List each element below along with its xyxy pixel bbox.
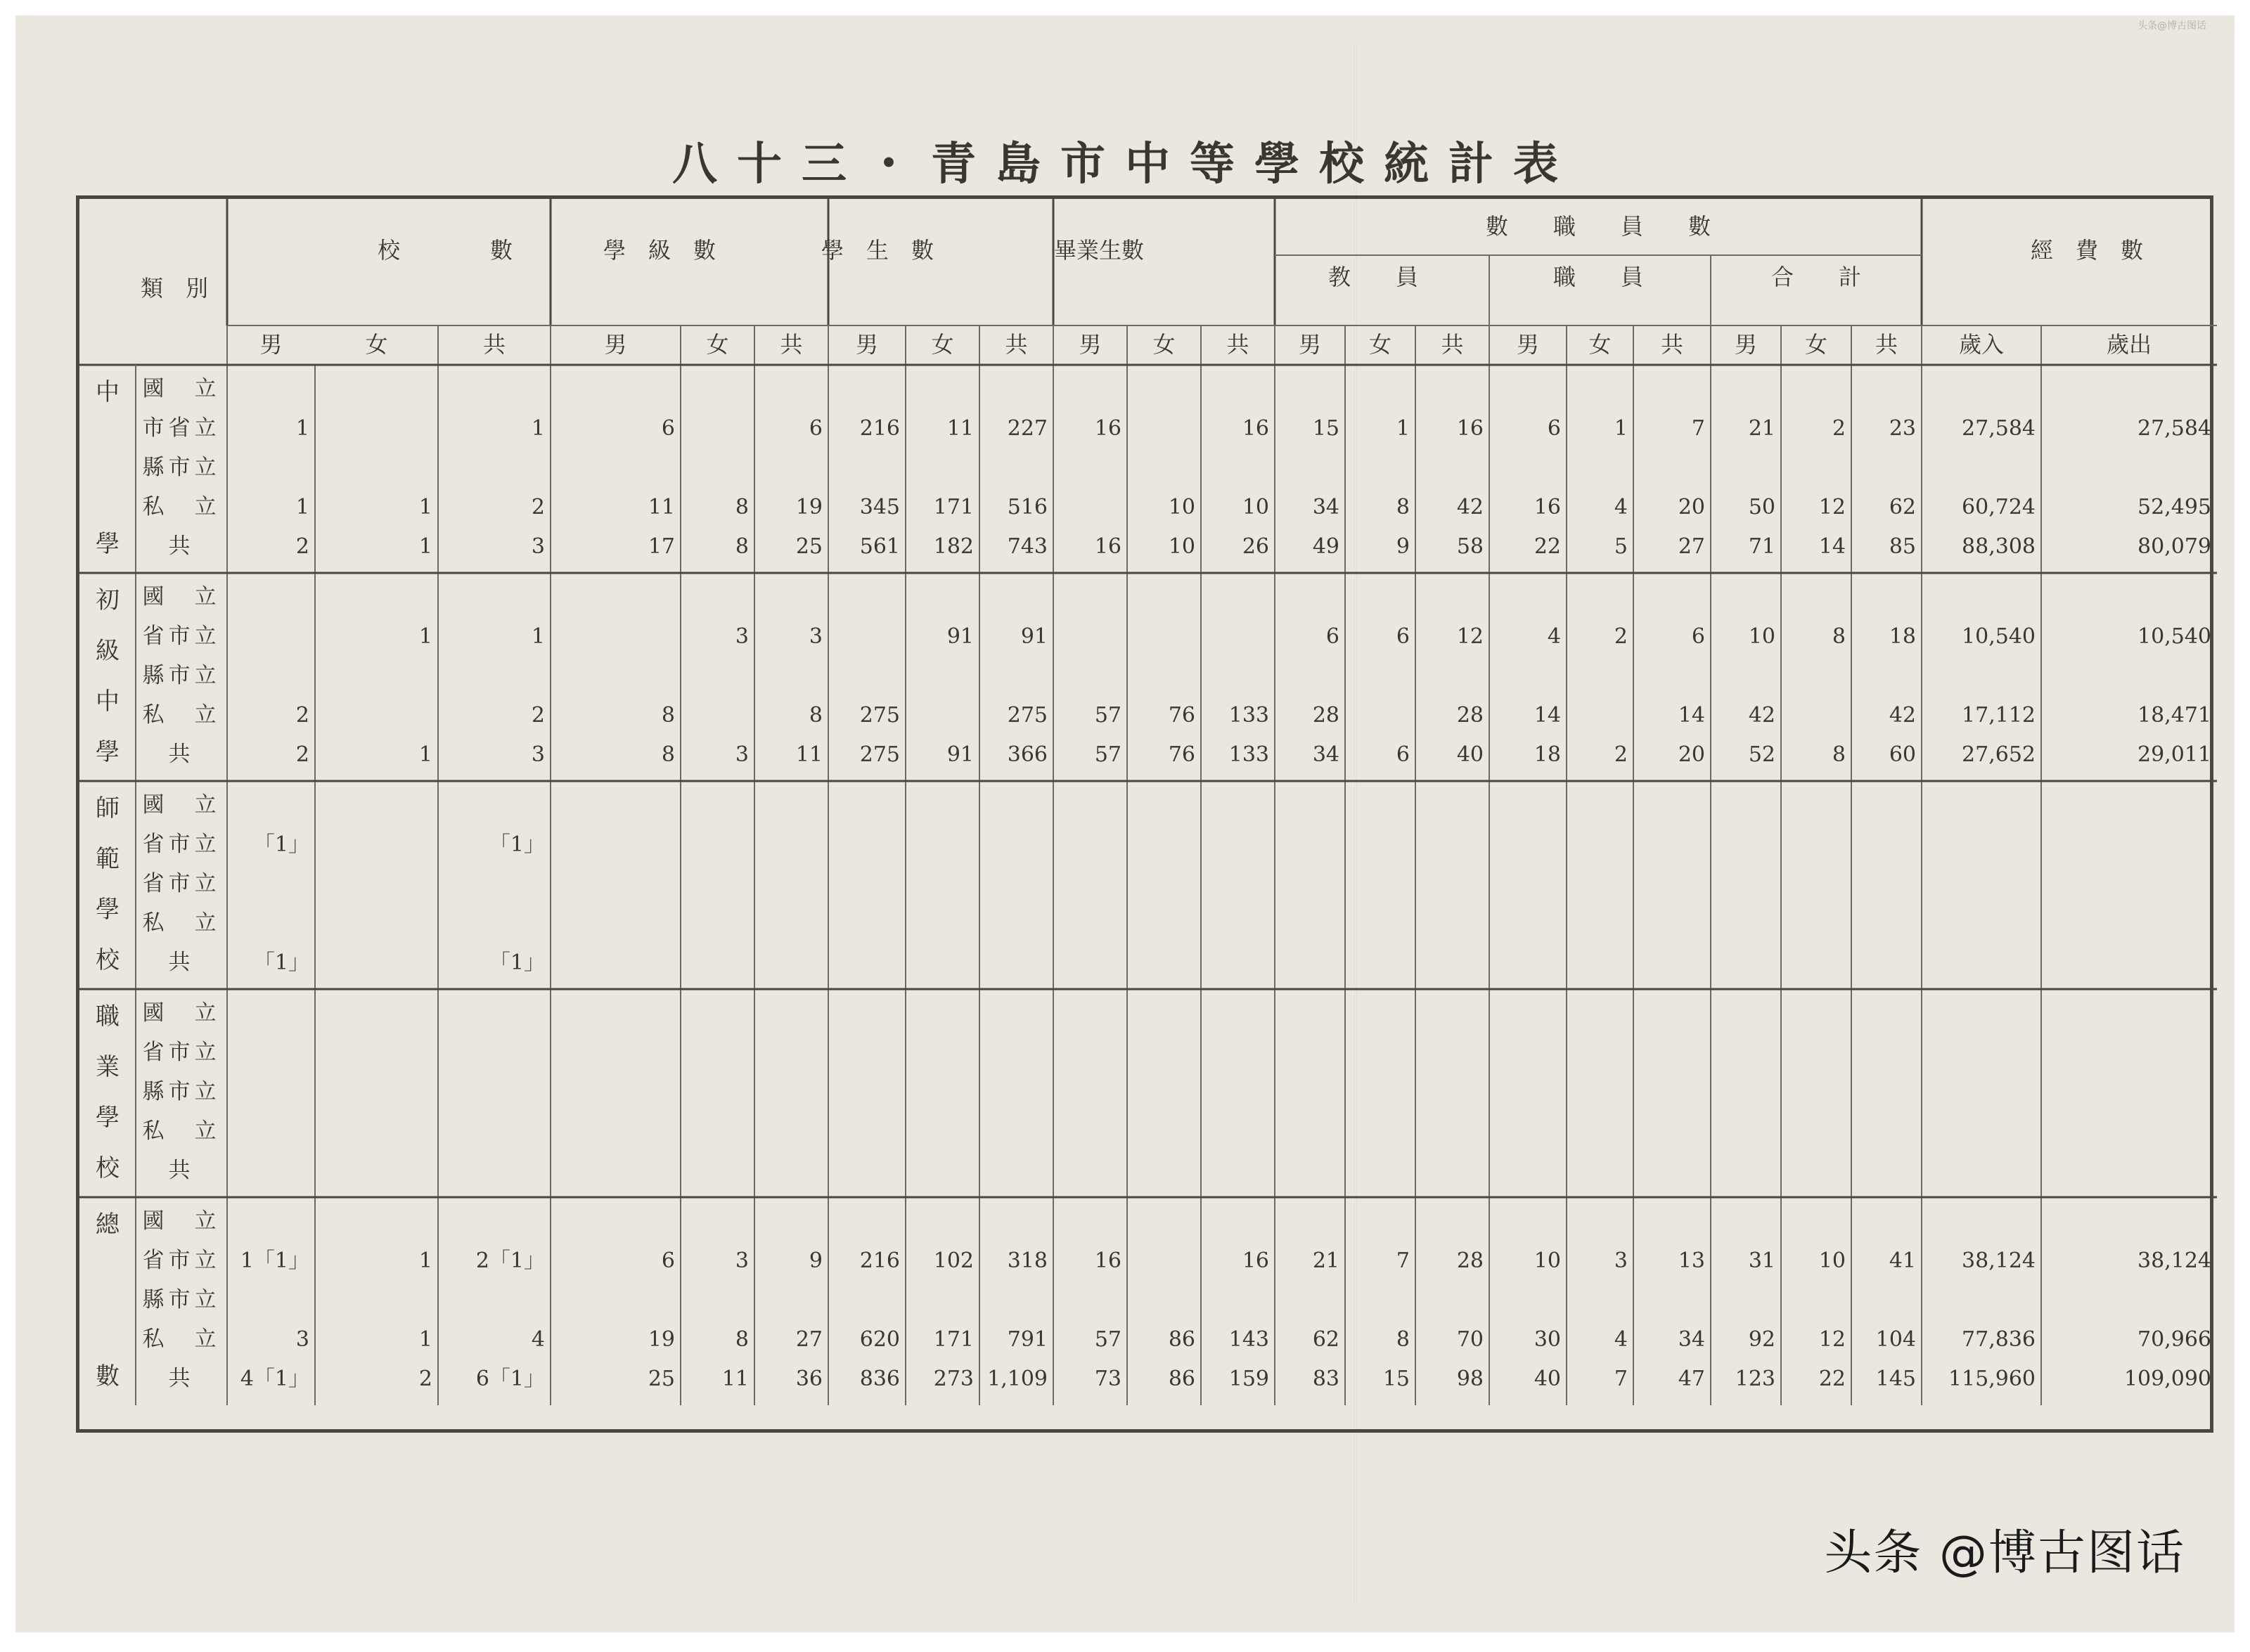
table-cell: 83 <box>1312 1367 1339 1391</box>
table-cell: 76 <box>1168 742 1195 767</box>
group-name-char: 學 <box>96 530 120 558</box>
table-cell: 10 <box>1534 1248 1561 1273</box>
table-cell: 273 <box>933 1367 974 1391</box>
table-cell: 57 <box>1094 703 1121 728</box>
table-cell: 3 <box>1614 1248 1628 1273</box>
row-label: 共 <box>168 1366 195 1391</box>
table-cell: 25 <box>648 1367 675 1391</box>
table-cell: 8 <box>1832 624 1846 649</box>
table-cell: 16 <box>1242 1248 1269 1273</box>
table-cell: 80,079 <box>2138 534 2211 559</box>
table-cell: 21 <box>1748 416 1775 441</box>
table-cell: 4 <box>1614 1327 1628 1352</box>
sub-header-male: 男 <box>1734 331 1758 358</box>
table-cell: 3 <box>295 1327 309 1352</box>
table-cell: 1 <box>418 742 432 767</box>
table-cell: 85 <box>1889 534 1916 559</box>
table-cell: 91 <box>946 742 974 767</box>
table-cell: 10,540 <box>1962 624 2036 649</box>
table-cell: 12 <box>1818 495 1846 520</box>
table-cell: 11 <box>946 416 974 441</box>
table-cell: 34 <box>1312 495 1339 520</box>
table-cell: 76 <box>1168 703 1195 728</box>
table-cell: 10 <box>1168 534 1195 559</box>
table-cell: 1 <box>295 416 309 441</box>
table-cell: 3 <box>809 624 823 649</box>
table-cell: 28 <box>1456 703 1484 728</box>
document-page <box>15 15 2235 1632</box>
group-name-char: 學 <box>96 738 120 766</box>
table-cell: 318 <box>1007 1248 1048 1273</box>
table-cell: 27 <box>795 1327 823 1352</box>
sub-header-female: 女 <box>1588 331 1612 358</box>
column-sub-headers <box>259 331 2152 358</box>
page-title: 八十三・青島市中等學校統計表 <box>672 138 1578 191</box>
table-cell: 「1」 <box>253 832 309 857</box>
group-name-char: 業 <box>96 1053 120 1081</box>
table-cell: 18 <box>1889 624 1916 649</box>
table-cell: 227 <box>1007 416 1048 441</box>
table-cell: 3 <box>735 624 749 649</box>
sub-header-male: 男 <box>855 331 879 358</box>
table-cell: 14 <box>1818 534 1846 559</box>
sub-header-total: 共 <box>780 331 803 358</box>
row-label: 國 立 <box>142 376 221 401</box>
row-label: 省市立 <box>142 1248 221 1273</box>
table-cell: 2 <box>295 703 309 728</box>
table-cell: 98 <box>1456 1367 1484 1391</box>
table-cell: 171 <box>933 495 974 520</box>
table-cell: 6 <box>1396 742 1410 767</box>
sub-header-male: 男 <box>604 331 627 358</box>
table-body <box>96 376 2211 1391</box>
table-cell: 14 <box>1534 703 1561 728</box>
table-cell: 4 <box>1614 495 1628 520</box>
table-cell: 21 <box>1312 1248 1339 1273</box>
table-cell: 38,124 <box>1962 1248 2036 1273</box>
table-cell: 6 <box>661 1248 675 1273</box>
table-cell: 2 <box>418 1367 432 1391</box>
table-cell: 836 <box>859 1367 900 1391</box>
table-cell: 8 <box>735 534 749 559</box>
table-cell: 17,112 <box>1962 703 2036 728</box>
watermark-text: 头条 @博古图话 <box>1824 1525 2185 1581</box>
table-cell: 42 <box>1748 703 1775 728</box>
row-label: 縣市立 <box>142 455 221 480</box>
row-label: 私 立 <box>142 1327 221 1352</box>
table-cell: 18 <box>1534 742 1561 767</box>
row-label: 市省立 <box>142 415 221 441</box>
table-cell: 2 <box>1832 416 1846 441</box>
table-cell: 1 <box>418 624 432 649</box>
table-cell: 34 <box>1312 742 1339 767</box>
table-cell: 34 <box>1678 1327 1705 1352</box>
table-cell: 「1」 <box>489 832 545 857</box>
header-staff-total: 合 計 <box>1770 264 1862 290</box>
table-cell: 133 <box>1228 703 1269 728</box>
sub-header-female: 女 <box>931 331 954 358</box>
table-cell: 345 <box>859 495 900 520</box>
group-name-char: 校 <box>96 946 120 974</box>
table-cell: 123 <box>1735 1367 1775 1391</box>
table-cell: 62 <box>1889 495 1916 520</box>
table-cell: 49 <box>1312 534 1339 559</box>
header-expenses: 經 費 數 <box>2030 237 2144 264</box>
table-cell: 6 <box>1691 624 1705 649</box>
sub-header-expenditure: 歲出 <box>2106 331 2152 358</box>
table-cell: 16 <box>1094 416 1121 441</box>
table-cell: 42 <box>1456 495 1484 520</box>
table-cell: 10 <box>1168 495 1195 520</box>
table-cell: 「1」 <box>489 950 545 975</box>
group-name-char: 範 <box>96 845 120 873</box>
table-cell: 561 <box>859 534 900 559</box>
table-cell: 86 <box>1168 1367 1195 1391</box>
table-cell: 6 <box>1325 624 1339 649</box>
header-graduates: 畢業生數 <box>1053 237 1145 264</box>
table-cell: 743 <box>1007 534 1048 559</box>
row-label: 縣市立 <box>142 663 221 688</box>
table-cell: 14 <box>1678 703 1705 728</box>
sub-header-female: 女 <box>1804 331 1828 358</box>
table-cell: 104 <box>1875 1327 1916 1352</box>
row-label: 私 立 <box>142 702 221 728</box>
group-name-char: 學 <box>96 896 120 924</box>
sub-header-male: 男 <box>1298 331 1322 358</box>
statistics-table <box>76 195 2213 1433</box>
table-cell: 38,124 <box>2138 1248 2211 1273</box>
sub-header-total: 共 <box>482 331 506 358</box>
table-grid-lines <box>79 199 2217 1405</box>
table-cell: 791 <box>1007 1327 1048 1352</box>
table-cell: 26 <box>1242 534 1269 559</box>
group-name-char: 總 <box>96 1211 120 1239</box>
table-cell: 47 <box>1678 1367 1705 1391</box>
table-cell: 3 <box>531 742 545 767</box>
table-cell: 20 <box>1678 742 1705 767</box>
table-cell: 17 <box>648 534 675 559</box>
table-cell: 42 <box>1889 703 1916 728</box>
table-cell: 62 <box>1312 1327 1339 1352</box>
row-label: 省市立 <box>142 832 221 857</box>
table-cell: 8 <box>661 703 675 728</box>
row-label: 共 <box>168 742 195 767</box>
table-cell: 70,966 <box>2138 1327 2211 1352</box>
header-category: 類 別 <box>140 275 209 302</box>
group-name-char: 中 <box>96 688 120 716</box>
table-cell: 16 <box>1094 1248 1121 1273</box>
table-cell: 92 <box>1748 1327 1775 1352</box>
row-label: 省市立 <box>142 624 221 649</box>
table-cell: 109,090 <box>2123 1367 2211 1391</box>
table-cell: 10,540 <box>2138 624 2211 649</box>
table-cell: 88,308 <box>1962 534 2036 559</box>
table-cell: 71 <box>1748 534 1775 559</box>
table-cell: 4 <box>531 1327 545 1352</box>
table-cell: 18,471 <box>2138 703 2211 728</box>
table-cell: 216 <box>859 416 900 441</box>
table-cell: 2 <box>531 703 545 728</box>
row-label: 國 立 <box>142 792 221 818</box>
table-cell: 16 <box>1534 495 1561 520</box>
table-cell: 52 <box>1748 742 1775 767</box>
table-cell: 16 <box>1094 534 1121 559</box>
table-cell: 2 <box>295 742 309 767</box>
table-cell: 2 <box>1614 742 1628 767</box>
table-cell: 143 <box>1228 1327 1269 1352</box>
sub-header-total: 共 <box>1441 331 1464 358</box>
table-cell: 4「1」 <box>240 1367 309 1391</box>
table-cell: 11 <box>795 742 823 767</box>
row-label: 私 立 <box>142 494 221 520</box>
table-cell: 「1」 <box>253 950 309 975</box>
table-cell: 182 <box>933 534 974 559</box>
table-cell: 1 <box>1396 416 1410 441</box>
table-cell: 8 <box>735 495 749 520</box>
group-name-char: 中 <box>96 378 120 406</box>
table-cell: 9 <box>809 1248 823 1273</box>
sub-header-female: 女 <box>365 331 388 358</box>
table-cell: 1「1」 <box>240 1248 309 1273</box>
table-cell: 16 <box>1456 416 1484 441</box>
table-cell: 9 <box>1396 534 1410 559</box>
row-label: 國 立 <box>142 1208 221 1234</box>
header-students: 學 生 數 <box>821 237 934 264</box>
table-cell: 6 <box>661 416 675 441</box>
table-cell: 5 <box>1614 534 1628 559</box>
table-cell: 3 <box>735 1248 749 1273</box>
group-name-char: 級 <box>96 637 120 665</box>
table-cell: 8 <box>1832 742 1846 767</box>
statistics-table-grid <box>79 199 2217 1436</box>
table-cell: 91 <box>946 624 974 649</box>
row-label: 私 立 <box>142 1118 221 1144</box>
table-cell: 1 <box>295 495 309 520</box>
table-cell: 29,011 <box>2138 742 2211 767</box>
table-cell: 19 <box>795 495 823 520</box>
sub-header-female: 女 <box>706 331 729 358</box>
table-cell: 8 <box>1396 495 1410 520</box>
table-cell: 10 <box>1242 495 1269 520</box>
table-cell: 19 <box>648 1327 675 1352</box>
table-cell: 6 <box>1396 624 1410 649</box>
table-cell: 73 <box>1094 1367 1121 1391</box>
row-label: 國 立 <box>142 584 221 609</box>
table-cell: 1 <box>1614 416 1628 441</box>
table-cell: 58 <box>1456 534 1484 559</box>
table-cell: 15 <box>1312 416 1339 441</box>
row-label: 國 立 <box>142 1000 221 1026</box>
table-cell: 8 <box>809 703 823 728</box>
table-cell: 1 <box>531 416 545 441</box>
table-cell: 1,109 <box>987 1367 1048 1391</box>
group-name-char: 數 <box>96 1362 120 1390</box>
table-cell: 620 <box>859 1327 900 1352</box>
table-cell: 15 <box>1382 1367 1410 1391</box>
table-cell: 40 <box>1456 742 1484 767</box>
table-cell: 275 <box>859 742 900 767</box>
sub-header-total: 共 <box>1875 331 1898 358</box>
table-cell: 1 <box>418 534 432 559</box>
table-cell: 7 <box>1614 1367 1628 1391</box>
table-cell: 115,960 <box>1948 1367 2036 1391</box>
group-name-char: 師 <box>96 794 120 822</box>
table-cell: 102 <box>933 1248 974 1273</box>
table-cell: 3 <box>735 742 749 767</box>
table-cell: 216 <box>859 1248 900 1273</box>
table-cell: 13 <box>1678 1248 1705 1273</box>
sub-header-male: 男 <box>1079 331 1102 358</box>
row-label: 省市立 <box>142 871 221 896</box>
group-name-char: 學 <box>96 1104 120 1132</box>
table-cell: 22 <box>1818 1367 1846 1391</box>
row-label: 共 <box>168 1158 195 1183</box>
table-cell: 41 <box>1889 1248 1916 1273</box>
table-cell: 60,724 <box>1962 495 2036 520</box>
table-cell: 366 <box>1007 742 1048 767</box>
sub-header-total: 共 <box>1660 331 1684 358</box>
header-teachers: 教 員 <box>1328 264 1419 290</box>
table-cell: 27,584 <box>1962 416 2036 441</box>
sub-header-female: 女 <box>1152 331 1176 358</box>
group-name-char: 校 <box>96 1154 120 1182</box>
table-cell: 4 <box>1547 624 1561 649</box>
table-cell: 7 <box>1396 1248 1410 1273</box>
table-cell: 27 <box>1678 534 1705 559</box>
header-clerks: 職 員 <box>1552 264 1644 290</box>
table-cell: 6 <box>1547 416 1561 441</box>
table-cell: 133 <box>1228 742 1269 767</box>
sub-header-female: 女 <box>1368 331 1392 358</box>
table-cell: 11 <box>721 1367 749 1391</box>
header-schools: 校 數 <box>377 237 513 264</box>
corner-mark: 头条@博古图话 <box>2138 20 2206 32</box>
table-cell: 23 <box>1889 416 1916 441</box>
table-cell: 57 <box>1094 1327 1121 1352</box>
table-cell: 159 <box>1228 1367 1269 1391</box>
table-cell: 91 <box>1020 624 1048 649</box>
sub-header-revenue: 歲入 <box>1958 331 2005 358</box>
table-cell: 2 <box>295 534 309 559</box>
table-cell: 12 <box>1818 1327 1846 1352</box>
table-cell: 275 <box>1007 703 1048 728</box>
table-cell: 275 <box>859 703 900 728</box>
table-cell: 171 <box>933 1327 974 1352</box>
sub-header-male: 男 <box>1516 331 1540 358</box>
table-cell: 22 <box>1534 534 1561 559</box>
table-cell: 1 <box>418 495 432 520</box>
table-cell: 30 <box>1534 1327 1561 1352</box>
group-name-char: 職 <box>96 1002 120 1031</box>
table-cell: 28 <box>1456 1248 1484 1273</box>
table-cell: 57 <box>1094 742 1121 767</box>
table-cell: 60 <box>1889 742 1916 767</box>
table-cell: 3 <box>531 534 545 559</box>
table-cell: 10 <box>1748 624 1775 649</box>
table-cell: 11 <box>648 495 675 520</box>
sub-header-total: 共 <box>1005 331 1028 358</box>
row-label: 縣市立 <box>142 1287 221 1312</box>
table-cell: 25 <box>795 534 823 559</box>
table-cell: 7 <box>1691 416 1705 441</box>
table-cell: 516 <box>1007 495 1048 520</box>
table-cell: 6 <box>809 416 823 441</box>
table-cell: 145 <box>1875 1367 1916 1391</box>
table-cell: 77,836 <box>1962 1327 2036 1352</box>
table-cell: 31 <box>1748 1248 1775 1273</box>
table-cell: 36 <box>795 1367 823 1391</box>
table-cell: 10 <box>1818 1248 1846 1273</box>
row-label: 共 <box>168 534 195 559</box>
group-name-char: 初 <box>96 586 120 614</box>
table-cell: 70 <box>1456 1327 1484 1352</box>
table-cell: 16 <box>1242 416 1269 441</box>
table-cell: 1 <box>531 624 545 649</box>
table-cell: 27,584 <box>2138 416 2211 441</box>
table-cell: 6「1」 <box>475 1367 545 1391</box>
table-cell: 1 <box>418 1327 432 1352</box>
table-cell: 8 <box>661 742 675 767</box>
table-cell: 50 <box>1748 495 1775 520</box>
table-cell: 40 <box>1534 1367 1561 1391</box>
table-cell: 52,495 <box>2138 495 2211 520</box>
row-label: 私 立 <box>142 910 221 936</box>
table-cell: 27,652 <box>1962 742 2036 767</box>
table-cell: 8 <box>735 1327 749 1352</box>
table-cell: 1 <box>418 1248 432 1273</box>
table-cell: 28 <box>1312 703 1339 728</box>
table-cell: 2 <box>531 495 545 520</box>
row-label: 共 <box>168 950 195 975</box>
table-cell: 8 <box>1396 1327 1410 1352</box>
sub-header-male: 男 <box>259 331 283 358</box>
table-cell: 20 <box>1678 495 1705 520</box>
sub-header-total: 共 <box>1226 331 1249 358</box>
table-cell: 86 <box>1168 1327 1195 1352</box>
table-cell: 2 <box>1614 624 1628 649</box>
table-cell: 12 <box>1456 624 1484 649</box>
row-label: 省市立 <box>142 1040 221 1065</box>
row-label: 縣市立 <box>142 1079 221 1104</box>
header-classes: 學 級 數 <box>603 237 716 264</box>
header-staff: 數 職 員 數 <box>1485 213 1711 240</box>
table-cell: 2「1」 <box>475 1248 545 1273</box>
